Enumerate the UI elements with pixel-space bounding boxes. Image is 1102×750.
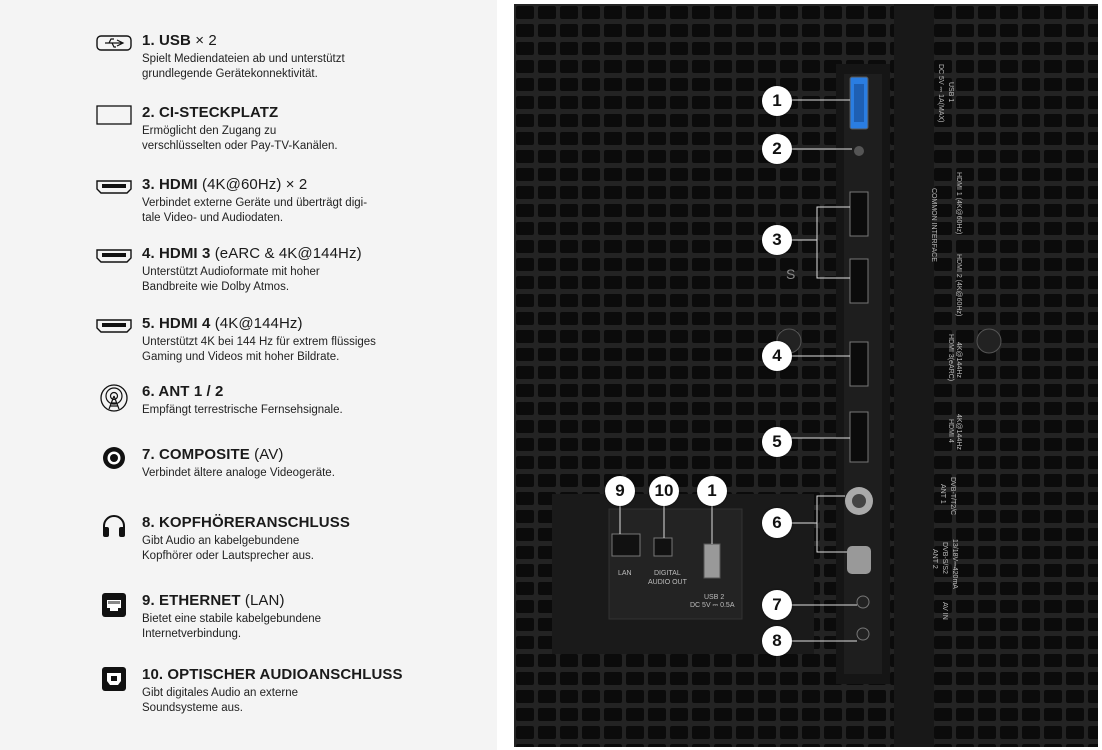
- port-title: 4. HDMI 3 (eARC & 4K@144Hz): [142, 245, 362, 262]
- callout-1-usb2: 1: [697, 476, 727, 506]
- tv-label-av-in: AV IN: [941, 602, 948, 620]
- port-title: 3. HDMI (4K@60Hz) × 2: [142, 176, 308, 193]
- callout-7: 7: [762, 590, 792, 620]
- tv-label-hdmi3: HDMI 3(eARC): [947, 334, 954, 382]
- headphones-icon: [96, 514, 132, 538]
- port-title: 5. HDMI 4 (4K@144Hz): [142, 315, 303, 332]
- port-description: Empfängt terrestrische Fernsehsignale.: [142, 404, 343, 416]
- callout-8: 8: [762, 626, 792, 656]
- port-title: 8. KOPFHÖRERANSCHLUSS: [142, 514, 350, 531]
- callout-9: 9: [605, 476, 635, 506]
- ci-slot-icon: [96, 104, 132, 126]
- tv-label-ant1-spec: DVB-T/T2/C: [949, 477, 956, 516]
- tv-label-hdmi1: HDMI 1 (4K@60Hz): [955, 172, 962, 235]
- port-title: 7. COMPOSITE (AV): [142, 446, 284, 463]
- port-title: 10. OPTISCHER AUDIOANSCHLUSS: [142, 666, 403, 683]
- tv-label-audio-out: AUDIO OUT: [648, 579, 687, 586]
- port-description: Spielt Mediendateien ab und unterstützt grundlegende Gerätekonnektivität.: [142, 53, 345, 80]
- tv-label-usb2-power: DC 5V ⎓ 0.5A: [690, 602, 735, 609]
- callout-10: 10: [649, 476, 679, 506]
- tv-back-photo: [514, 4, 1098, 747]
- usb-icon: [96, 32, 132, 54]
- port-legend-panel: [0, 0, 497, 750]
- port-title: 1. USB × 2: [142, 32, 217, 49]
- port-description: Verbindet ältere analoge Videogeräte.: [142, 467, 335, 479]
- tv-label-usb1: USB 1: [947, 82, 954, 103]
- tv-label-ant2-spec: DVB-S/S2: [941, 542, 948, 574]
- tv-label-usb1-power: DC 5V ⎓ 1A(MAX): [937, 64, 944, 123]
- port-description: Bietet eine stabile kabelgebundene Internetverbindung.: [142, 613, 322, 640]
- port-description: Unterstützt 4K bei 144 Hz für extrem flüssiges Gaming und Videos mit hoher Bildrate.: [142, 336, 376, 363]
- callout-5: 5: [762, 427, 792, 457]
- tv-label-digital: DIGITAL: [654, 570, 681, 577]
- port-description: Ermöglicht den Zugang zu verschlüsselten oder Pay-TV-Kanälen.: [142, 125, 338, 152]
- tv-label-usb2: USB 2: [704, 594, 725, 601]
- callout-3: 3: [762, 225, 792, 255]
- composite-icon: [96, 446, 132, 470]
- tv-label-ant2: ANT 2: [931, 549, 938, 569]
- tv-back-panel-illustration: [514, 4, 1098, 747]
- port-description: Gibt digitales Audio an externe Soundsysteme aus.: [142, 687, 298, 714]
- port-description: Verbindet externe Geräte und überträgt digi- tale Video- und Audiodaten.: [142, 197, 368, 224]
- callout-2: 2: [762, 134, 792, 164]
- callout-1: 1: [762, 86, 792, 116]
- tv-label-s-mark: S: [786, 266, 796, 282]
- tv-label-ant1: ANT 1: [939, 484, 946, 504]
- hdmi-icon: [96, 315, 132, 337]
- tv-label-common-interface: COMMON INTERFACE: [930, 188, 937, 262]
- callout-4: 4: [762, 341, 792, 371]
- tv-label-hdmi2: HDMI 2 (4K@60Hz): [955, 254, 962, 317]
- tv-label-hdmi4-spec: 4K@144Hz: [955, 414, 962, 450]
- ethernet-icon: [96, 592, 132, 618]
- port-description: Gibt Audio an kabelgebundene Kopfhörer oder Lautsprecher aus.: [142, 535, 314, 562]
- tv-label-ant2-power: 13/18V⎓420mA: [951, 539, 958, 589]
- port-title: 9. ETHERNET (LAN): [142, 592, 285, 609]
- port-title: 6. ANT 1 / 2: [142, 383, 224, 400]
- port-description: Unterstützt Audioformate mit hoher Bandbreite wie Dolby Atmos.: [142, 266, 320, 293]
- port-title: 2. CI-STECKPLATZ: [142, 104, 279, 121]
- hdmi-icon: [96, 176, 132, 198]
- antenna-icon: [96, 383, 132, 413]
- hdmi-icon: [96, 245, 132, 267]
- callout-6: 6: [762, 508, 792, 538]
- tv-label-hdmi3-spec: 4K@144Hz: [955, 342, 962, 378]
- tv-label-hdmi4: HDMI 4: [947, 419, 954, 443]
- optical-audio-icon: [96, 666, 132, 692]
- tv-label-lan: LAN: [618, 570, 632, 577]
